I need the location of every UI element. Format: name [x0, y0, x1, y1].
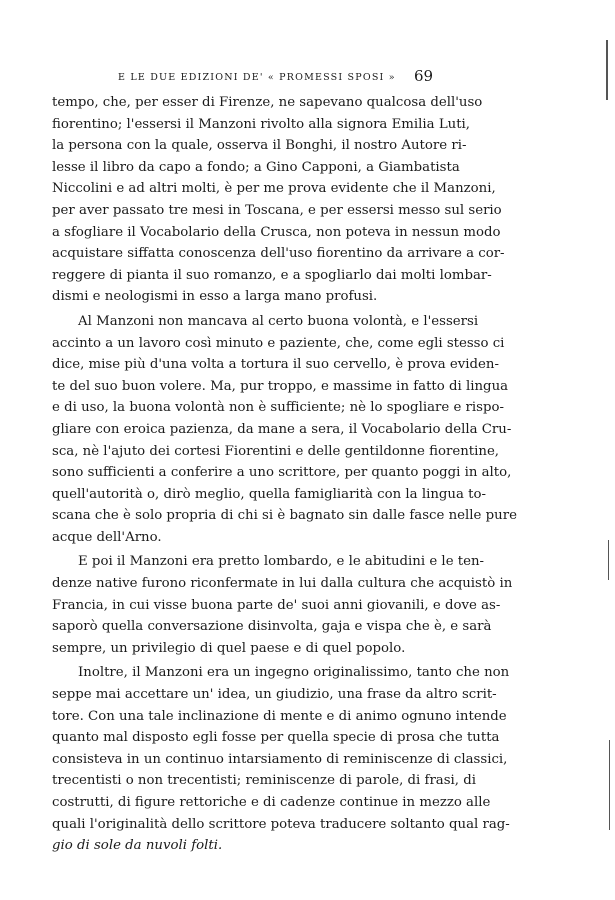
text-line: la persona con la quale, osserva il Bonghi, il nostro Autore ri-	[52, 138, 467, 154]
text-line: sempre, un privilegio di quel paese e di quel popolo.	[52, 640, 406, 656]
text-line: seppe mai accettare un' idea, un giudizio, una frase da altro scrit-	[52, 687, 497, 703]
text-line: costrutti, di figure rettoriche e di cadenze continue in mezzo alle	[52, 795, 491, 810]
text-line: per aver passato tre mesi in Toscana, e per essersi messo sul serio	[52, 202, 502, 218]
text-line: a sfogliare il Vocabolario della Crusca, non poteva in nessun modo	[52, 224, 501, 240]
text-line: acquistare siffatta conoscenza dell'uso fiorentino da arrivare a cor-	[52, 246, 505, 262]
running-head: E LE DUE EDIZIONI DE' « PROMESSI SPOSI »	[118, 72, 396, 83]
text-line: acque dell'Arno.	[52, 529, 162, 545]
text-line: Inoltre, il Manzoni era un ingegno originalissimo, tanto che non	[78, 665, 510, 681]
text-line: lesse il libro da capo a fondo; a Gino Capponi, a Giambatista	[52, 159, 460, 175]
text-line: gliare con eroica pazienza, da mane a sera, il Vocabolario della Cru-	[52, 421, 512, 437]
text-line: Francia, in cui visse buona parte de' suoi anni giovanili, e dove as-	[52, 597, 501, 613]
scan-edge-mark	[609, 740, 610, 830]
page-header	[0, 67, 615, 87]
paragraph-4	[52, 662, 510, 856]
paragraph-2	[52, 311, 517, 549]
text-line: tempo, che, per esser di Firenze, ne sapevano qualcosa dell'uso	[52, 95, 483, 110]
text-line: reggere di pianta il suo romanzo, e a spogliarlo dai molti lombar-	[52, 267, 492, 283]
text-line: trecentisti o non trecentisti; reminiscenze di parole, di frasi, di	[52, 773, 477, 789]
text-line: sca, nè l'ajuto dei cortesi Fiorentini e delle gentildonne fiorentine,	[52, 443, 500, 459]
paragraph-1	[52, 92, 505, 308]
text-line: te del suo buon volere. Ma, pur troppo, e massime in fatto di lingua	[52, 378, 509, 394]
text-line: tore. Con una tale inclinazione di mente e di animo ognuno intende	[52, 708, 507, 724]
text-line: fiorentino; l'essersi il Manzoni rivolto alla signora Emilia Luti,	[52, 116, 471, 132]
page-number: 69	[414, 67, 434, 85]
paragraph-3	[52, 551, 513, 659]
body-text	[52, 92, 517, 857]
text-line: denze native furono riconfermate in lui dalla cultura che acquistò in	[52, 576, 513, 592]
text-line: Al Manzoni non mancava al certo buona volontà, e l'essersi	[78, 313, 479, 329]
text-line: Niccolini e ad altri molti, è per me prova evidente che il Manzoni,	[52, 181, 496, 197]
text-line: scana che è solo propria di chi si è bagnato sin dalle fasce nelle pure	[52, 508, 517, 524]
text-line: dice, mise più d'una volta a tortura il suo cervello, è prova eviden-	[52, 357, 499, 373]
scan-edge-mark	[606, 40, 608, 100]
text-line: accinto a un lavoro così minuto e paziente, che, come egli stesso ci	[52, 335, 505, 351]
text-line: E poi il Manzoni era pretto lombardo, e le abitudini e le ten-	[78, 554, 485, 570]
text-line: dismi e neologismi in esso a larga mano profusi.	[52, 289, 378, 305]
text-line: gio di sole da nuvoli folti.	[52, 838, 223, 854]
text-line: quali l'originalità dello scrittore poteva traducere soltanto qual rag-	[52, 816, 510, 832]
text-line: quanto mal disposto egli fosse per quella specie di prosa che tutta	[52, 730, 500, 746]
scan-edge-mark	[608, 540, 609, 580]
text-line: sono sufficienti a conferire a uno scrittore, per quanto poggi in alto,	[52, 465, 512, 481]
text-line: quell'autorità o, dirò meglio, quella famigliarità con la lingua to-	[52, 486, 486, 502]
text-line: e di uso, la buona volontà non è sufficiente; nè lo spogliare e rispo-	[52, 400, 504, 416]
text-line: saporò quella conversazione disinvolta, gaja e vispa che è, e sarà	[52, 619, 492, 635]
text-line: consisteva in un continuo intarsiamento di reminiscenze di classici,	[52, 751, 508, 767]
